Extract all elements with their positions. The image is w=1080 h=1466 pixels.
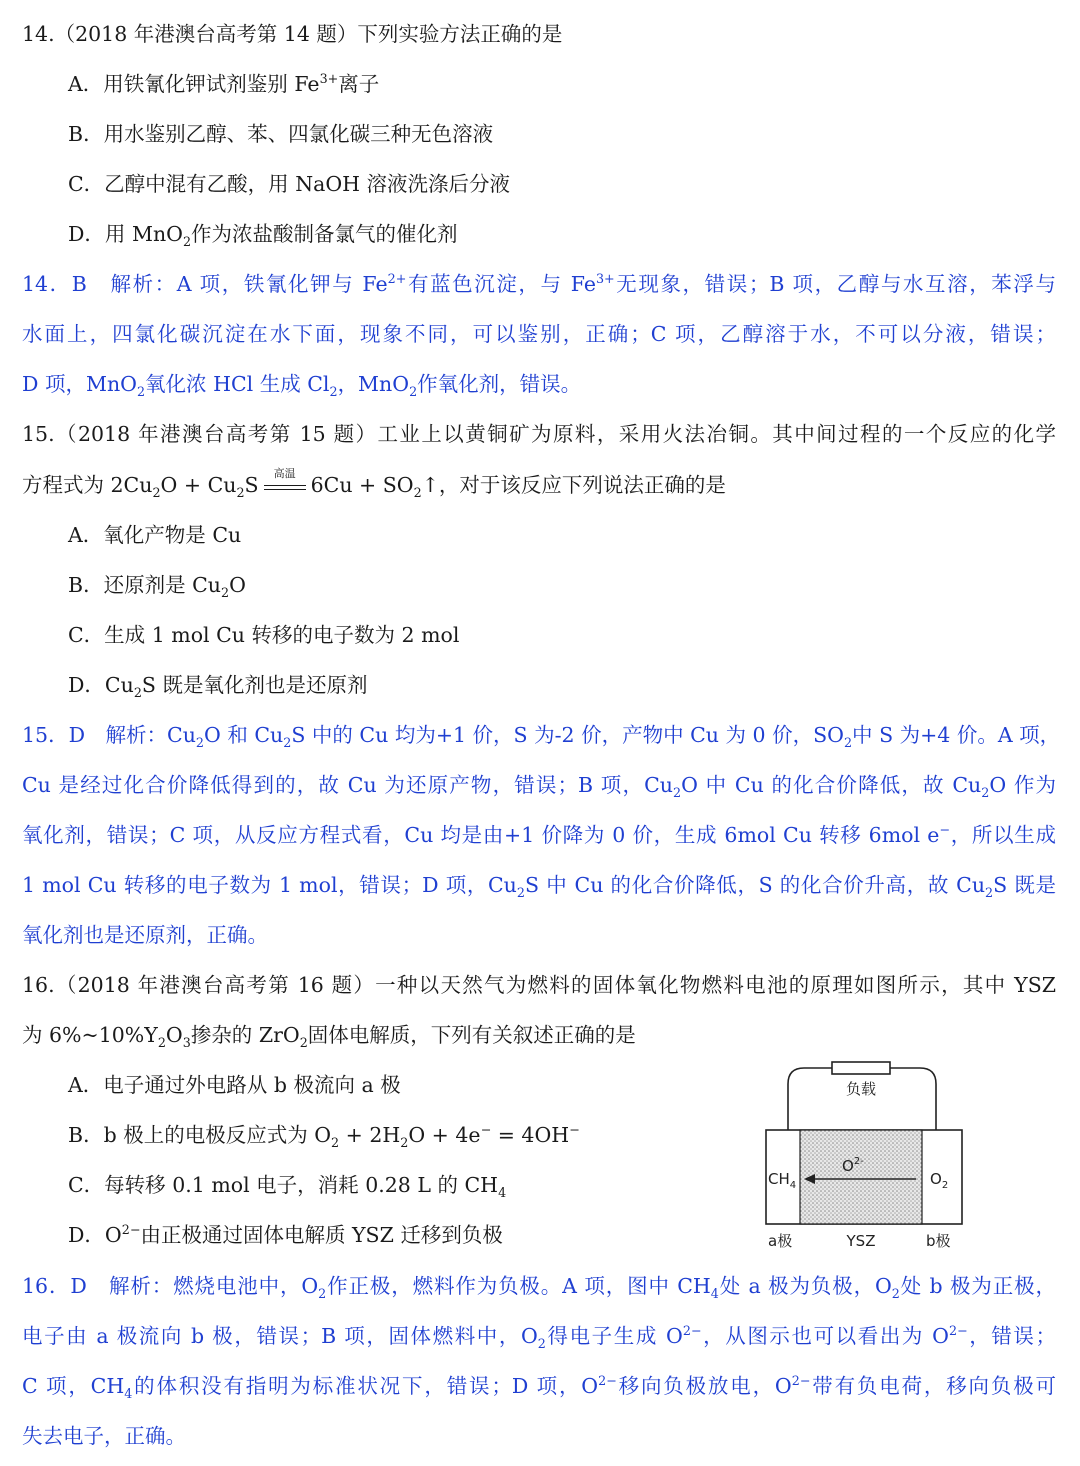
ysz-electrolyte <box>800 1130 922 1224</box>
load-label: 负载 <box>845 1080 877 1098</box>
q14-stem: 14.（2018 年港澳台高考第 14 题）下列实验方法正确的是 <box>22 22 563 46</box>
a-pole-label: a极 <box>768 1232 793 1250</box>
q15-stem-line-1: 15.（2018 年港澳台高考第 15 题）工业上以黄铜矿为原料，采用火法冶铜。其中间过程的一个反应的化学 <box>22 422 1056 446</box>
o2-label: $O_2$ <box>930 1170 949 1191</box>
ch4-label: $CH_4$ <box>768 1170 797 1191</box>
ysz-label: YSZ <box>846 1232 876 1250</box>
q15-option-a: A．氧化产物是 Cu <box>68 523 242 547</box>
q14-answer-line-3: D 项，MnO$_2$氧化浓 HCl 生成 $Cl_2$，MnO$_2$作氧化剂，错误。 <box>22 372 582 400</box>
q14-option-d: D．用 MnO$_2$作为浓盐酸制备氯气的催化剂 <box>68 222 458 250</box>
fuel-cell-diagram <box>760 1058 970 1254</box>
q15-answer-line-5: 氧化剂也是还原剂，正确。 <box>22 923 268 947</box>
external-wire-right <box>890 1068 936 1130</box>
q16-answer-line-3: C 项，$CH_4$的体积没有指明为标准状况下，错误；D 项，$O^{2-}$移向负极放电，$O^{2-}$带有负电荷，移向负极可 <box>22 1373 1057 1402</box>
q16-answer-line-2: 电子由 a 极流向 b 极，错误；B 项，固体燃料中，$O_2$得电子生成 $O^{2-}$，从图示也可以看出为 $O^{2-}$，错误； <box>22 1323 1057 1352</box>
q15-option-c: C．生成 1 mol Cu 转移的电子数为 2 mol <box>68 623 460 647</box>
oxide-ion-label: $O^{2-}$ <box>842 1156 864 1175</box>
q16-option-c: C．每转移 0.1 mol 电子，消耗 0.28 L 的 $CH_4$ <box>68 1173 507 1201</box>
q15-stem-line-2: 方程式为 $2Cu_2O + Cu_2S$ 高温 $6Cu + SO_2↑$，对于该反应下列说法正确的是 <box>22 466 726 501</box>
external-wire-left <box>788 1068 832 1130</box>
q16-option-b: B．b 极上的电极反应式为 $O_2 + 2H_2O + 4e^- = 4OH^-$ <box>68 1122 580 1151</box>
q14-option-c: C．乙醇中混有乙酸，用 NaOH 溶液洗涤后分液 <box>68 172 511 196</box>
q16-stem-line-2: 为 $6\%\sim 10\%Y_2O_3$掺杂的 ZrO$_2$固体电解质，下列有关叙述正确的是 <box>22 1023 636 1051</box>
q16-answer-line-1: 16．D 解析：燃烧电池中，$O_2$作正极，燃料作为负极。A 项，图中 $CH_4$处 a 极为负极，$O_2$处 b 极为正极， <box>22 1274 1057 1302</box>
q16-option-a: A．电子通过外电路从 b 极流向 a 极 <box>68 1073 401 1097</box>
q15-answer-line-1: 15．D 解析：$Cu_2O$ 和 $Cu_2S$ 中的 Cu 均为+1 价，S 为-2 价，产物中 Cu 为 0 价，$SO_2$中 S 为+4 价。A 项， <box>22 723 1061 751</box>
q15-option-d: D．$Cu_2S$ 既是氧化剂也是还原剂 <box>68 673 368 701</box>
q16-option-d: D．$O^{2-}$由正极通过固体电解质 YSZ 迁移到负极 <box>68 1222 503 1247</box>
q16-stem-line-1: 16.（2018 年港澳台高考第 16 题）一种以天然气为燃料的固体氧化物燃料电池的原理如图所示，其中 YSZ <box>22 973 1056 997</box>
q15-option-b: B．还原剂是 $Cu_2O$ <box>68 573 246 601</box>
q14-answer-line-1: 14．B 解析：A 项，铁氰化钾与 $Fe^{2+}$有蓝色沉淀，与 $Fe^{3+}$无现象，错误；B 项，乙醇与水互溶，苯浮与 <box>22 271 1056 296</box>
q14-option-b: B．用水鉴别乙醇、苯、四氯化碳三种无色溶液 <box>68 122 494 146</box>
q14-answer-line-2: 水面上，四氯化碳沉淀在水下面，现象不同，可以鉴别，正确；C 项，乙醇溶于水，不可以分液，错误； <box>22 322 1056 346</box>
reaction-condition: 高温 <box>262 477 308 497</box>
q15-answer-line-3: 氧化剂，错误；C 项，从反应方程式看，Cu 均是由+1 价降为 0 价，生成 6mol Cu 转移 6mol e−，所以生成 <box>22 822 1056 847</box>
load-resistor <box>832 1062 890 1074</box>
q16-answer-line-4: 失去电子，正确。 <box>22 1424 186 1448</box>
q14-option-a: A．用铁氰化钾试剂鉴别 $Fe^{3+}$离子 <box>68 71 380 96</box>
q15-answer-line-2: Cu 是经过化合价降低得到的，故 Cu 为还原产物，错误；B 项，$Cu_2O$ 中 Cu 的化合价降低，故 $Cu_2O$ 作为 <box>22 773 1056 801</box>
q15-answer-line-4: 1 mol Cu 转移的电子数为 1 mol，错误；D 项，$Cu_2S$ 中 Cu 的化合价降低，S 的化合价升高，故 $Cu_2S$ 既是 <box>22 873 1056 901</box>
b-pole-label: b极 <box>926 1232 951 1250</box>
